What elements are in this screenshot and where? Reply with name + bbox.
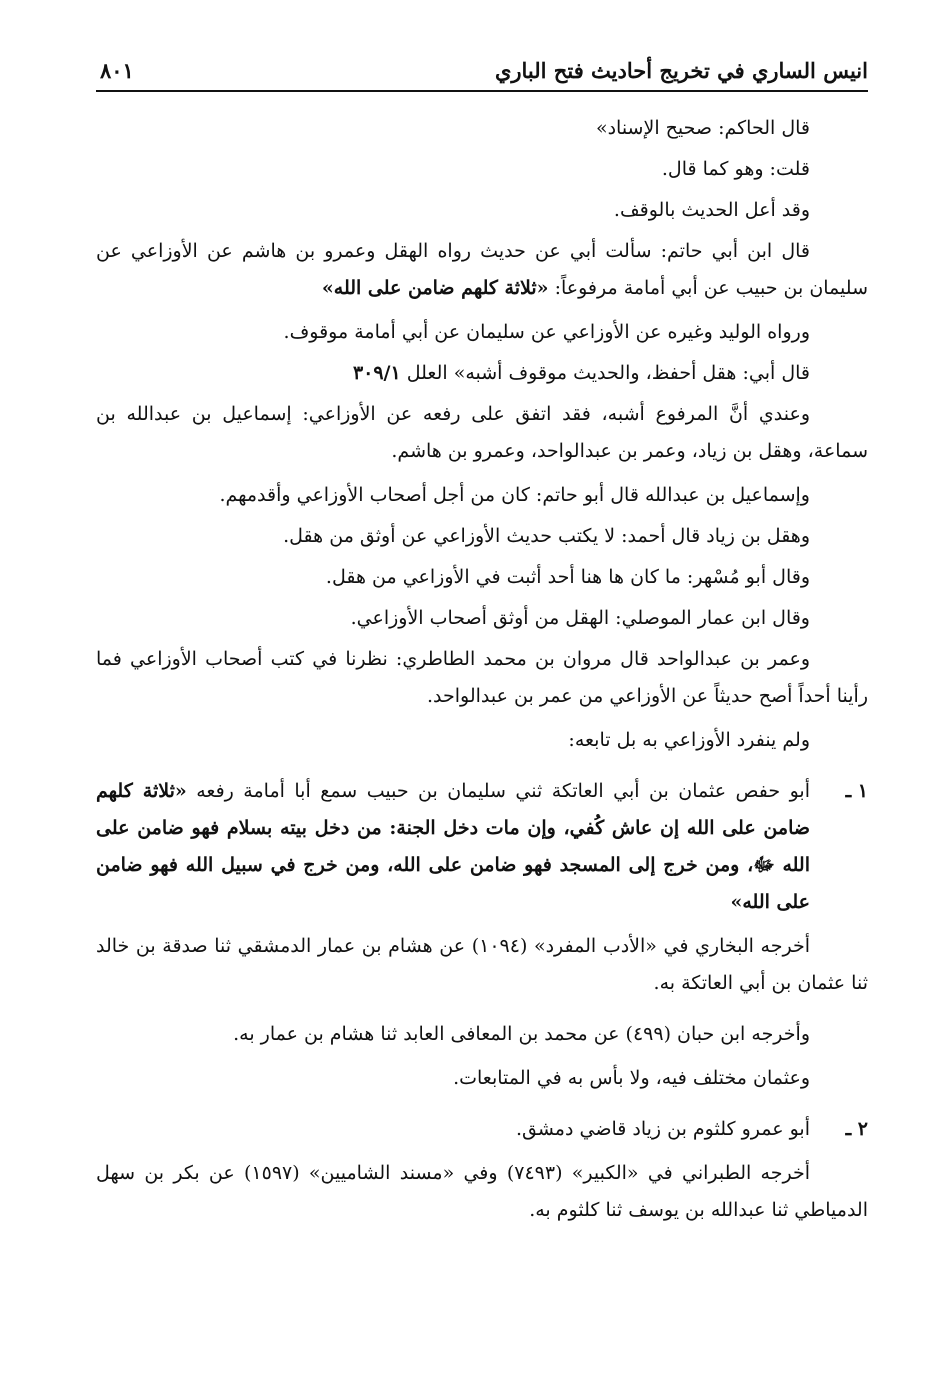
paragraph: وقال أبو مُسْهر: ما كان ها هنا أحد أثبت في الأوزاعي من هقل.	[325, 566, 810, 588]
paragraph: أخرجه البخاري في «الأدب المفرد» (١٠٩٤) عن هشام بن عمار الدمشقي ثنا صدقة بن خالد ثنا عثمان بن أبي العاتكة به.	[96, 935, 868, 994]
item-number: ١ ـ	[845, 780, 868, 802]
reference: ٣٠٩/١	[352, 362, 401, 384]
paragraph: وإسماعيل بن عبدالله قال أبو حاتم: كان من أجل أصحاب الأوزاعي وأقدمهم.	[219, 484, 810, 506]
hadith-text: «ثلاثة كلهم ضامن على الله»	[321, 277, 549, 299]
page-body	[96, 92, 868, 1229]
numbered-item: ٢ ـ أبو عمرو كلثوم بن زياد قاضي دمشق.	[96, 1111, 868, 1148]
book-page	[96, 48, 868, 1348]
numbered-item: ١ ـ أبو حفص عثمان بن أبي العاتكة ثني سليمان بن حبيب سمع أبا أمامة رفعه «ثلاثة كلهم ضامن على الله إن عاش كُفي، وإن مات دخل الجنة: من دخل بيته بسلام فهو ضامن على الله ﷻ، ومن خرج إلى المسجد فهو ضامن على الله، ومن خرج في سبيل الله فهو ضامن على الله»	[96, 773, 868, 921]
paragraph: وعمر بن عبدالواحد قال مروان بن محمد الطاطري: نظرنا في كتب أصحاب الأوزاعي فما رأينا أحداً أصح حديثاً عن الأوزاعي من عمر بن عبدالواحد.	[96, 648, 868, 707]
paragraph: قال الحاكم: صحيح الإسناد»	[595, 117, 810, 139]
item-number: ٢ ـ	[845, 1118, 868, 1140]
page-number: ٨٠١	[100, 58, 134, 83]
paragraph: وأخرجه ابن حبان (٤٩٩) عن محمد بن المعافى العابد ثنا هشام بن عمار به.	[233, 1023, 810, 1045]
paragraph: ولم ينفرد الأوزاعي به بل تابعه:	[568, 729, 810, 751]
paragraph: قال أبي: هقل أحفظ، والحديث موقوف أشبه» العلل ٣٠٩/١	[352, 362, 810, 384]
paragraph: قال ابن أبي حاتم: سألت أبي عن حديث رواه الهقل وعمرو بن هاشم عن الأوزاعي عن سليمان بن حبيب عن أبي أمامة مرفوعاً: «ثلاثة كلهم ضامن على الله»	[96, 240, 868, 299]
paragraph: وقد أعل الحديث بالوقف.	[613, 199, 810, 221]
running-header	[96, 48, 868, 92]
paragraph: وعثمان مختلف فيه، ولا بأس به في المتابعات.	[453, 1067, 810, 1089]
hadith-text: «ثلاثة كلهم ضامن على الله إن عاش كُفي، وإن مات دخل الجنة: من دخل بيته بسلام فهو ضامن على الله ﷻ، ومن خرج إلى المسجد فهو ضامن على الله، ومن خرج في سبيل الله فهو ضامن على الله»	[96, 780, 810, 913]
paragraph: وهقل بن زياد قال أحمد: لا يكتب حديث الأوزاعي عن أوثق من هقل.	[283, 525, 810, 547]
paragraph: ورواه الوليد وغيره عن الأوزاعي عن سليمان عن أبي أمامة موقوف.	[283, 321, 810, 343]
paragraph: قلت: وهو كما قال.	[661, 158, 810, 180]
book-title: انيس الساري في تخريج أحاديث فتح الباري	[494, 58, 868, 83]
paragraph: أخرجه الطبراني في «الكبير» (٧٤٩٣) وفي «مسند الشاميين» (١٥٩٧) عن بكر بن سهل الدمياطي ثنا عبدالله بن يوسف ثنا كلثوم به.	[96, 1162, 868, 1221]
paragraph: وقال ابن عمار الموصلي: الهقل من أوثق أصحاب الأوزاعي.	[350, 607, 810, 629]
paragraph: وعندي أنَّ المرفوع أشبه، فقد اتفق على رفعه عن الأوزاعي: إسماعيل بن عبدالله بن سماعة، وهقل بن زياد، وعمر بن عبدالواحد، وعمرو بن هاشم.	[96, 403, 868, 462]
